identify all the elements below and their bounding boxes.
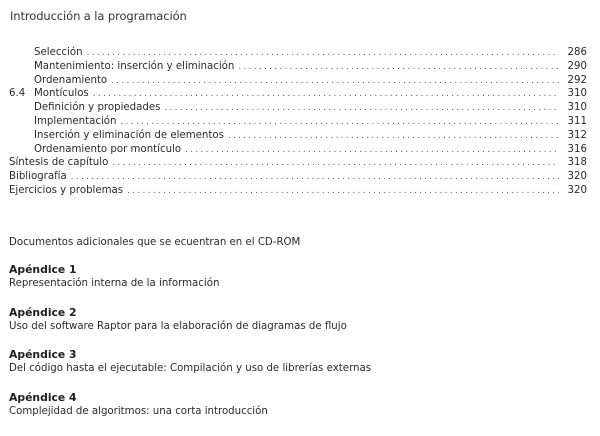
toc-dot-leader [93, 88, 559, 102]
toc-entry-title: Mantenimiento: inserción y eliminación [34, 60, 235, 72]
appendix-4 [9, 390, 268, 419]
toc-entry-title: Definición y propiedades [34, 102, 161, 114]
toc-dot-leader [112, 157, 559, 171]
appendix-title: Apéndice 4 [9, 391, 77, 404]
appendix-title: Apéndice 2 [9, 306, 77, 319]
toc-entry-number: 6.4 [9, 88, 26, 100]
running-header: Introducción a la programación [10, 9, 187, 23]
toc-entry [9, 60, 587, 74]
toc-entry-title: Ordenamiento por montículo [34, 143, 182, 155]
appendix-3 [9, 347, 371, 376]
appendix-description: Uso del software Raptor para la elaboración de diagramas de flujo [9, 321, 347, 332]
toc-entry-page: 320 [567, 171, 587, 183]
appendix-1 [9, 262, 219, 291]
toc-entry-title: Implementación [34, 115, 117, 127]
toc-entry-title: Ejercicios y problemas [9, 184, 124, 196]
toc-entry-title: Inserción y eliminación de elementos [34, 129, 224, 141]
toc-entry [9, 143, 587, 157]
toc-entry [9, 156, 587, 170]
appendix-2 [9, 305, 347, 334]
appendix-description: Del código hasta el ejecutable: Compilación y uso de librerías externas [9, 363, 372, 374]
toc-entry [9, 101, 587, 115]
toc-entry-title: Bibliografía [9, 171, 67, 183]
toc-entry-title: Selección [34, 47, 83, 58]
toc-entry [9, 74, 587, 88]
toc-entry [9, 184, 587, 198]
toc-entry-page: 312 [567, 129, 587, 141]
toc-dot-leader [164, 102, 559, 116]
appendix-description: Complejidad de algoritmos: una corta introducción [9, 406, 268, 417]
toc-entry-title: Montículos [34, 88, 89, 100]
toc-entry [9, 115, 587, 129]
appendix-description: Representación interna de la información [9, 278, 220, 289]
toc-entry-page: 310 [567, 88, 587, 100]
toc-entry [9, 129, 587, 143]
toc-entry-page: 310 [567, 102, 587, 114]
toc-dot-leader [127, 185, 559, 199]
toc-entry-title: Síntesis de capítulo [9, 157, 109, 169]
appendix-title: Apéndice 3 [9, 348, 77, 361]
toc-dot-leader [71, 171, 559, 185]
toc-entry [9, 46, 587, 60]
toc-dot-leader [121, 116, 560, 130]
toc-entry-page: 311 [567, 115, 587, 127]
toc-entry-page: 316 [567, 143, 587, 155]
appendix-title: Apéndice 1 [9, 263, 77, 276]
toc-entry-title: Ordenamiento [34, 74, 108, 86]
toc-dot-leader [238, 61, 559, 75]
toc-entry-page: 318 [567, 157, 587, 169]
toc-entry [9, 170, 587, 184]
toc-dot-leader [87, 47, 559, 61]
toc-dot-leader [228, 130, 559, 144]
cdrom-documents-intro: Documentos adicionales que se ecuentran en el CD-ROM [9, 237, 301, 248]
toc-entry-page: 290 [567, 60, 587, 72]
toc-dot-leader [111, 75, 559, 89]
toc-dot-leader [185, 144, 559, 158]
toc-entry-page: 292 [567, 74, 587, 86]
table-of-contents [9, 46, 587, 198]
toc-entry-page: 286 [567, 47, 587, 58]
toc-entry-page: 320 [567, 184, 587, 196]
toc-entry [9, 87, 587, 101]
